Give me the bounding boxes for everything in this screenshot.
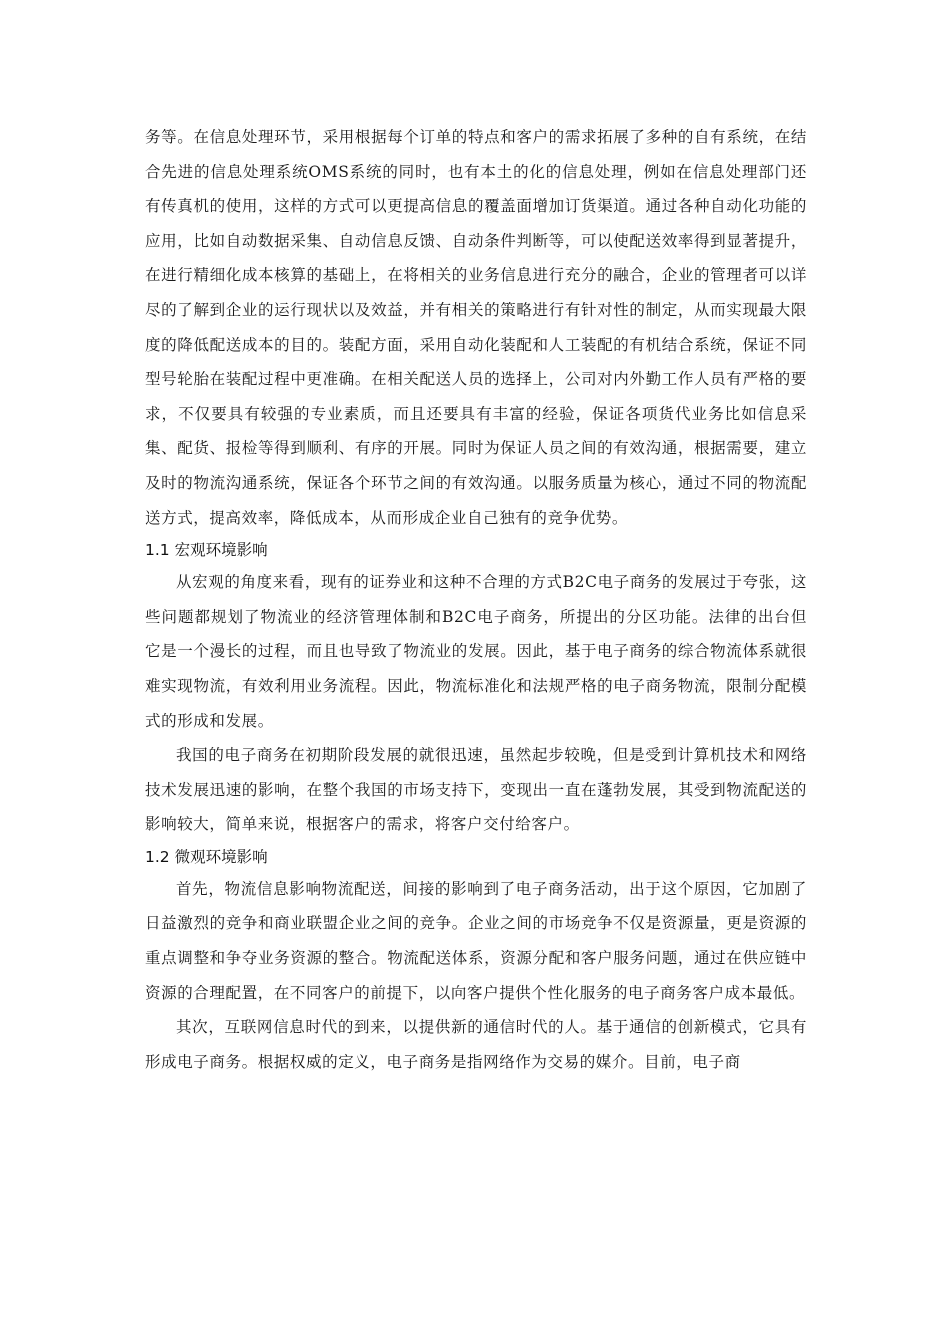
document-body — [145, 120, 807, 1079]
section-heading-micro-environment: 1.2 微观环境影响 — [145, 847, 268, 866]
section-heading-macro-environment: 1.1 宏观环境影响 — [145, 541, 268, 560]
paragraph-micro-2: 其次，互联网信息时代的到来，以提供新的通信时代的人。基于通信的创新模式，它具有形成电子商务。根据权威的定义，电子商务是指网络作为交易的媒介。目前，电子商 — [145, 1018, 807, 1071]
paragraph-macro-2: 我国的电子商务在初期阶段发展的就很迅速，虽然起步较晚，但是受到计算机技术和网络技术发展迅速的影响，在整个我国的市场支持下，变现出一直在蓬勃发展，其受到物流配送的影响较大，简单来说，根据客户的需求，将客户交付给客户。 — [145, 746, 807, 834]
paragraph-macro-1: 从宏观的角度来看，现有的证券业和这种不合理的方式B2C电子商务的发展过于夸张，这些问题都规划了物流业的经济管理体制和B2C电子商务，所提出的分区功能。法律的出台但它是一个漫长的过程，而且也导致了物流业的发展。因此，基于电子商务的综合物流体系就很难实现物流，有效利用业务流程。因此，物流标准化和法规严格的电子商务物流，限制分配模式的形成和发展。 — [145, 573, 807, 730]
paragraph-continued: 务等。在信息处理环节，采用根据每个订单的特点和客户的需求拓展了多种的自有系统，在结合先进的信息处理系统OMS系统的同时，也有本土的化的信息处理，例如在信息处理部门还有传真机的使用，这样的方式可以更提高信息的覆盖面增加订货渠道。通过各种自动化功能的应用，比如自动数据采集、自动信息反馈、自动条件判断等，可以使配送效率得到显著提升，在进行精细化成本核算的基础上，在将相关的业务信息进行充分的融合，企业的管理者可以详尽的了解到企业的运行现状以及效益，并有相关的策略进行有针对性的制定，从而实现最大限度的降低配送成本的目的。装配方面，采用自动化装配和人工装配的有机结合系统，保证不同型号轮胎在装配过程中更准确。在相关配送人员的选择上，公司对内外勤工作人员有严格的要求，不仅要具有较强的专业素质，而且还要具有丰富的经验，保证各项货代业务比如信息采集、配货、报检等得到顺利、有序的开展。同时为保证人员之间的有效沟通，根据需要，建立及时的物流沟通系统，保证各个环节之间的有效沟通。以服务质量为核心，通过不同的物流配送方式，提高效率，降低成本，从而形成企业自己独有的竞争优势。 — [145, 128, 807, 527]
paragraph-micro-1: 首先，物流信息影响物流配送，间接的影响到了电子商务活动，出于这个原因，它加剧了日益激烈的竞争和商业联盟企业之间的竞争。企业之间的市场竞争不仅是资源量，更是资源的重点调整和争夺业务资源的整合。物流配送体系，资源分配和客户服务问题，通过在供应链中资源的合理配置，在不同客户的前提下，以向客户提供个性化服务的电子商务客户成本最低。 — [145, 879, 807, 1002]
